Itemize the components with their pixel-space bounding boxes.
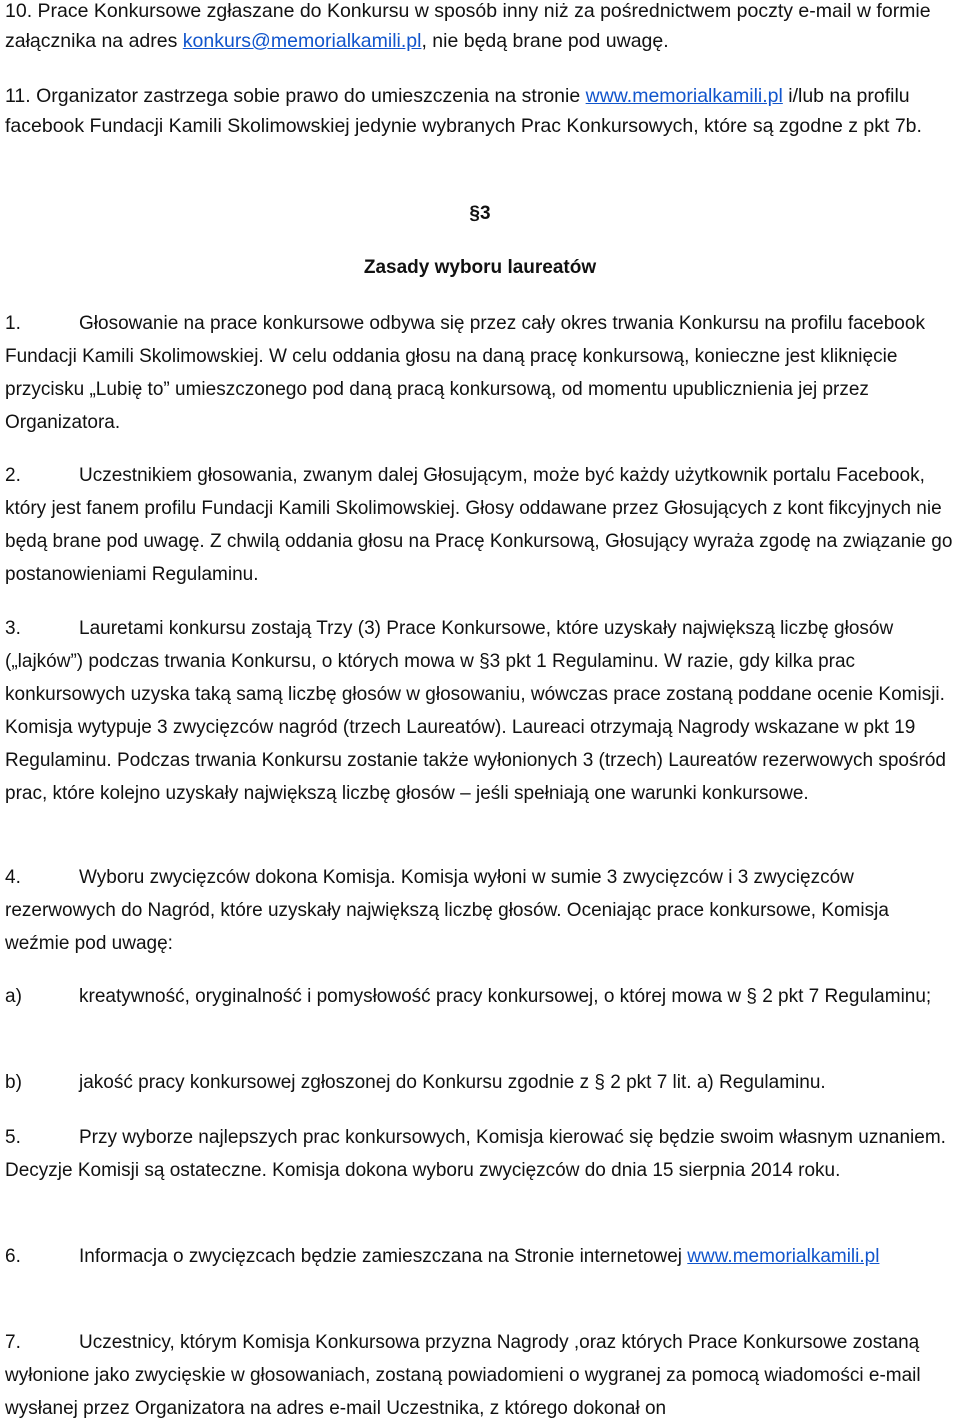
item-7-number: 7.: [5, 1332, 21, 1353]
item-5-number: 5.: [5, 1127, 21, 1148]
item-b: [5, 1066, 953, 1099]
item-4: [5, 861, 953, 960]
paragraph-11-text-1: 11. Organizator zastrzega sobie prawo do umieszczenia na stronie: [5, 85, 586, 107]
item-a-number: a): [5, 986, 22, 1007]
item-5: [5, 1121, 953, 1187]
email-link[interactable]: konkurs@memorialkamili.pl: [182, 30, 422, 52]
paragraph-11-text-2: i/lub na profilu facebook Fundacji Kamili Skolimowskiej jedynie wybranych Prac Konkursowych, które są zgodne z pkt 7b.: [5, 85, 922, 137]
item-1: [5, 307, 953, 439]
item-6-number: 6.: [5, 1246, 21, 1267]
item-2-number: 2.: [5, 465, 21, 486]
item-4-number: 4.: [5, 867, 21, 888]
paragraph-11: [5, 81, 953, 141]
section-title: Zasady wyboru laureatów: [363, 257, 597, 278]
item-3-number: 3.: [5, 618, 21, 639]
item-3-text: Lauretami konkursu zostają Trzy (3) Prace Konkursowe, które uzyskały największą liczbę głosów („lajków”) podczas trwania Konkursu, o których mowa w §3 pkt 1 Regulaminu. W razie, gdy kilka prac konkursowych uzyska taką samą liczbę głosów w głosowaniu, wówczas prace zostaną poddane ocenie Komisji. Komisja wytypuje 3 zwycięzców nagród (trzech Laureatów). Laureaci otrzymają Nagrody wskazane w pkt 19 Regulaminu. Podczas trwania Konkursu zostanie także wyłonionych 3 (trzech) Laureatów rezerwowych spośród prac, które kolejno uzyskały największą liczbę głosów – jeśli spełniają one warunki konkursowe.: [5, 618, 946, 804]
item-b-text: jakość pracy konkursowej zgłoszonej do Konkursu zgodnie z § 2 pkt 7 lit. a) Regulaminu.: [79, 1072, 826, 1093]
item-a: [5, 980, 953, 1013]
item-1-number: 1.: [5, 313, 21, 334]
item-1-text: Głosowanie na prace konkursowe odbywa się przez cały okres trwania Konkursu na profilu facebook Fundacji Kamili Skolimowskiej. W celu oddania głosu na daną pracę konkursową, konieczne jest kliknięcie przycisku „Lubię to” umieszczonego pod daną pracą konkursową, od momentu upublicznienia jej przez Organizatora.: [5, 313, 925, 433]
item-6-text: Informacja o zwycięzcach będzie zamieszczana na Stronie internetowej: [79, 1246, 688, 1267]
item-5-text: Przy wyborze najlepszych prac konkursowych, Komisja kierować się będzie swoim własnym uznaniem. Decyzje Komisji są ostateczne. Komisja dokona wyboru zwycięzców do dnia 15 sierpnia 2014 roku.: [5, 1127, 946, 1181]
item-7: [5, 1326, 953, 1425]
paragraph-10-text-2: , nie będą brane pod uwagę.: [421, 30, 669, 52]
section-number: §3: [469, 203, 491, 224]
item-a-text: kreatywność, oryginalność i pomysłowość pracy konkursowej, o której mowa w § 2 pkt 7 Regulaminu;: [79, 986, 932, 1007]
item-3: [5, 612, 953, 810]
item-6: [5, 1240, 953, 1273]
item-6-website-link[interactable]: www.memorialkamili.pl: [687, 1246, 880, 1267]
item-2: [5, 459, 953, 591]
paragraph-10-text-1: 10. Prace Konkursowe zgłaszane do Konkursu w sposób inny niż za pośrednictwem poczty e-mail w formie załącznika na adres: [5, 0, 931, 52]
item-b-number: b): [5, 1072, 22, 1093]
item-7-text: Uczestnicy, którym Komisja Konkursowa przyzna Nagrody ,oraz których Prace Konkursowe zostaną wyłonione jako zwycięskie w głosowaniach, zostaną powiadomieni o wygranej za pomocą wiadomości e-mail wysłanej przez Organizatora na adres e-mail Uczestnika, z którego dokonał on: [5, 1332, 921, 1419]
item-4-text: Wyboru zwycięzców dokona Komisja. Komisja wyłoni w sumie 3 zwycięzców i 3 zwycięzców rezerwowych do Nagród, które uzyskały największą liczbę głosów. Oceniając prace konkursowe, Komisja weźmie pod uwagę:: [5, 867, 889, 954]
website-link[interactable]: www.memorialkamili.pl: [585, 85, 783, 107]
paragraph-10: [5, 0, 953, 56]
item-2-text: Uczestnikiem głosowania, zwanym dalej Głosującym, może być każdy użytkownik portalu Facebook, który jest fanem profilu Fundacji Kamili Skolimowskiej. Głosy oddawane przez Głosujących z kont fikcyjnych nie będą brane pod uwagę. Z chwilą oddania głosu na Pracę Konkursową, Głosujący wyraża zgodę na związanie go postanowieniami Regulaminu.: [5, 465, 953, 585]
